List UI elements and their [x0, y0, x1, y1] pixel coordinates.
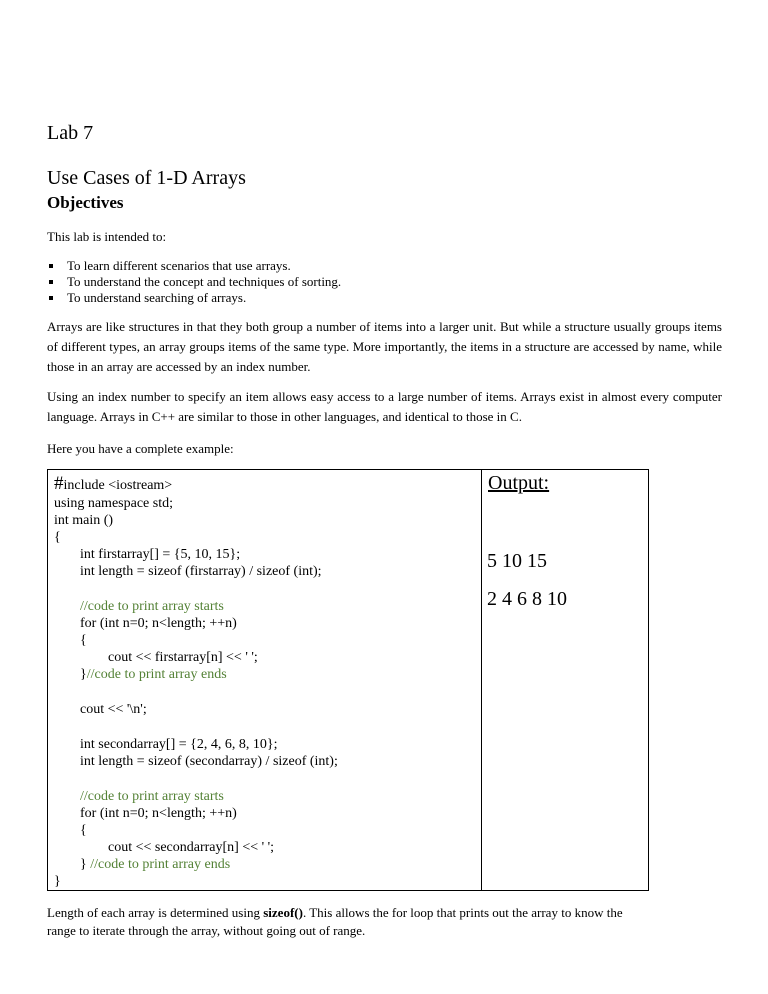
code-line: { — [80, 633, 87, 648]
code-line: cout << secondarray[n] << ' '; — [108, 840, 275, 855]
example-table — [47, 469, 649, 891]
code-line: cout << '\n'; — [80, 702, 147, 717]
code-line: { — [80, 823, 87, 838]
code-line: int secondarray[] = {2, 4, 6, 8, 10}; — [80, 737, 278, 752]
output-line: 5 10 15 — [487, 550, 547, 572]
code-line: #include <iostream> — [54, 473, 173, 494]
lab-number-heading: Lab 7 — [47, 122, 94, 144]
objectives-heading: Objectives — [47, 193, 124, 212]
lab-title-heading: Use Cases of 1-D Arrays — [47, 167, 246, 189]
code-line: int firstarray[] = {5, 10, 15}; — [80, 547, 241, 562]
code-line: for (int n=0; n<length; ++n) — [80, 616, 237, 631]
example-intro-paragraph: Here you have a complete example: — [47, 441, 234, 456]
code-line: cout << firstarray[n] << ' '; — [108, 650, 258, 665]
code-line: } — [54, 874, 61, 889]
objective-item: To learn different scenarios that use arrays. — [47, 258, 341, 274]
sizeof-explanation-paragraph: Length of each array is determined using sizeof(). This allows the for loop that prints out the array to know the range to iterate through the array, without going out of range. — [47, 905, 623, 938]
output-label: Output: — [488, 472, 550, 494]
code-line: int length = sizeof (secondarray) / sizeof (int); — [80, 754, 338, 769]
code-comment: //code to print array starts — [80, 599, 224, 614]
code-line: } //code to print array ends — [80, 857, 231, 872]
code-line: int length = sizeof (firstarray) / sizeof (int); — [80, 564, 322, 579]
output-line: 2 4 6 8 10 — [487, 588, 567, 610]
arrays-description-paragraph: Arrays are like structures in that they both group a number of items into a larger unit. But while a structure usually groups items of different types, an array groups items of the same type. More importantly, the items in a structure are accessed by name, while those in an array are accessed by an index number. — [47, 319, 722, 374]
sizeof-keyword: sizeof() — [263, 905, 303, 920]
code-line: int main () — [54, 513, 114, 528]
objective-item: To understand searching of arrays. — [47, 290, 341, 306]
output-cell — [482, 470, 648, 890]
code-line: }//code to print array ends — [80, 667, 227, 682]
objective-item: To understand the concept and techniques of sorting. — [47, 274, 341, 290]
code-comment: //code to print array starts — [80, 789, 224, 804]
code-line: using namespace std; — [54, 496, 173, 511]
objectives-list — [47, 258, 341, 306]
index-access-paragraph: Using an index number to specify an item allows easy access to a large number of items. Arrays exist in almost every computer language. Arrays in C++ are similar to those in other languages, and identical to those in C. — [47, 389, 722, 424]
code-cell — [48, 470, 482, 890]
code-line: for (int n=0; n<length; ++n) — [80, 806, 237, 821]
code-line: { — [54, 530, 61, 545]
intro-text: This lab is intended to: — [47, 229, 167, 244]
